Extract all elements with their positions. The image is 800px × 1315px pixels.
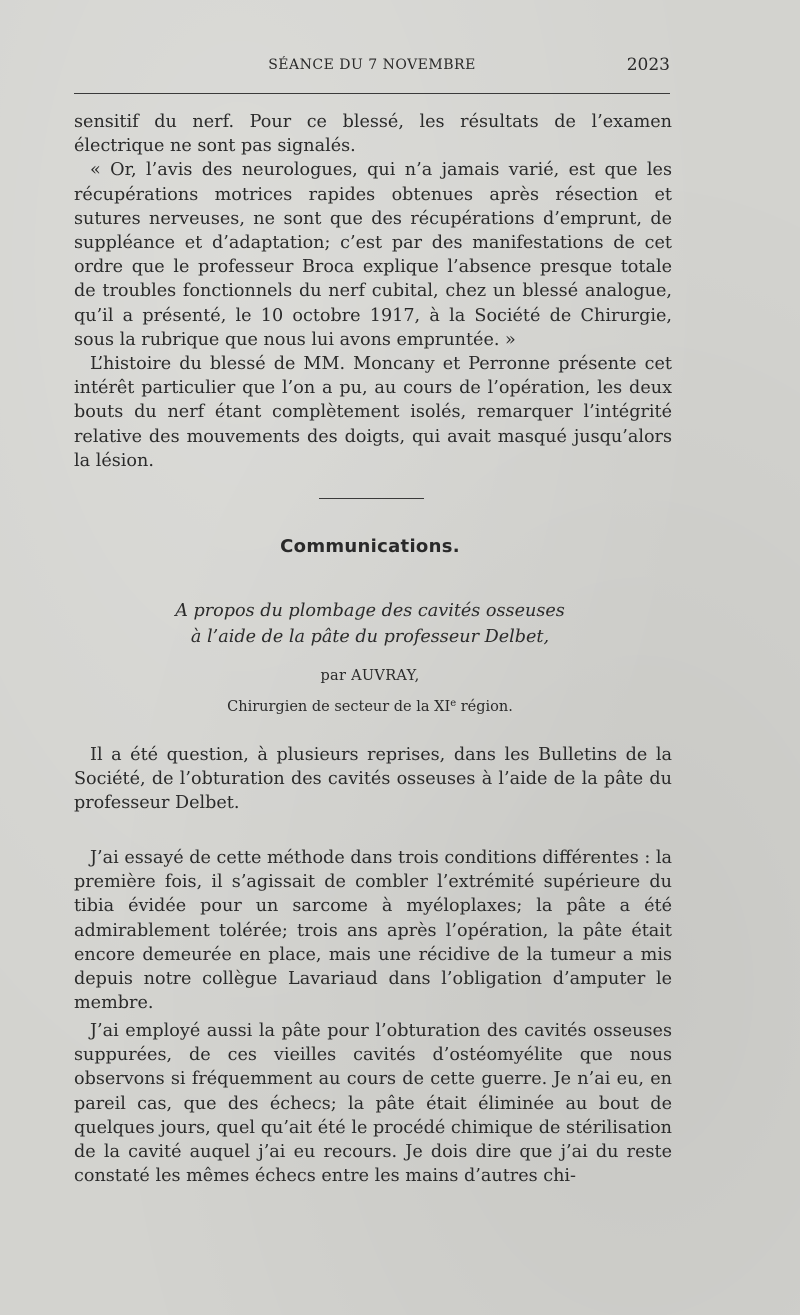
- page-number: 2023: [626, 55, 670, 75]
- article-affiliation: [0, 698, 740, 715]
- running-head: SÉANCE DU 7 NOVEMBRE: [268, 57, 476, 73]
- paragraph-history: L’histoire du blessé de MM. Moncany et Perronne présente cet intérêt particulier que l’on a pu, au cours de l’opération, les deux bouts du nerf étant complètement isolés, remarquer l’intégrité relative des mouvements des doigts, qui avait masqué jusqu’alors la lésion.: [74, 354, 672, 471]
- article-title: [150, 598, 590, 650]
- article-paragraph-method: J’ai essayé de cette méthode dans trois conditions différentes : la première fois, il s’agissait de combler l’extrémité supérieure du tibia évidée pour un sarcome à myéloplaxes; la pâte a été admirablement tolérée; trois ans après l’opération, la pâte était encore demeurée en place, mais une récidive de la tumeur a mis depuis notre collègue Lavariaud dans l’obligation d’amputer le membre.: [74, 848, 672, 1014]
- section-divider: [319, 498, 424, 499]
- affiliation-prefix: Chirurgien de secteur de la XI: [227, 699, 451, 715]
- top-text-block: [74, 110, 672, 473]
- paragraph-quote: « Or, l’avis des neurologues, qui n’a jamais varié, est que les récupérations motrices rapides obtenues après résection et sutures nerveuses, ne sont que des récupérations d’emprunt, de suppléance et d’adaptation; c’est par des manifestations de cet ordre que le professeur Broca explique l’absence presque totale de troubles fonctionnels du nerf cubital, chez un blessé analogue, qu’il a présenté, le 10 octobre 1917, à la Société de Chirurgie, sous la rubrique que nous lui avons empruntée. »: [74, 160, 672, 350]
- page-header: [74, 55, 670, 81]
- article-paragraph-1-block: [74, 743, 672, 816]
- section-heading: Communications.: [280, 536, 460, 557]
- affiliation-suffix: région.: [456, 699, 513, 715]
- article-title-line-1: A propos du plombage des cavités osseuses: [175, 601, 565, 621]
- article-title-line-2: à l’aide de la pâte du professeur Delbet,: [190, 627, 550, 647]
- article-paragraph-3-block: [74, 1019, 672, 1188]
- article-author: par AUVRAY,: [320, 668, 420, 684]
- article-paragraph-failures: J’ai employé aussi la pâte pour l’obturation des cavités osseuses suppurées, de ces vieilles cavités d’ostéomyélite que nous observons si fréquemment au cours de cette guerre. Je n’ai eu, en pareil cas, que des échecs; la pâte était éliminée au bout de quelques jours, quel qu’ait été le procédé chimique de stérilisation de la cavité auquel j’ai eu recours. Je dois dire que j’ai du reste constaté les mêmes échecs entre les mains d’autres chi-: [74, 1021, 672, 1187]
- affiliation-superscript: e: [450, 698, 457, 709]
- article-paragraph-intro: Il a été question, à plusieurs reprises, dans les Bulletins de la Société, de l’obturation des cavités osseuses à l’aide de la pâte du professeur Delbet.: [74, 745, 672, 814]
- header-rule: [74, 93, 670, 94]
- paragraph-continuation: sensitif du nerf. Pour ce blessé, les résultats de l’examen électrique ne sont pas signalés.: [74, 112, 672, 157]
- article-paragraph-2-block: [74, 846, 672, 1015]
